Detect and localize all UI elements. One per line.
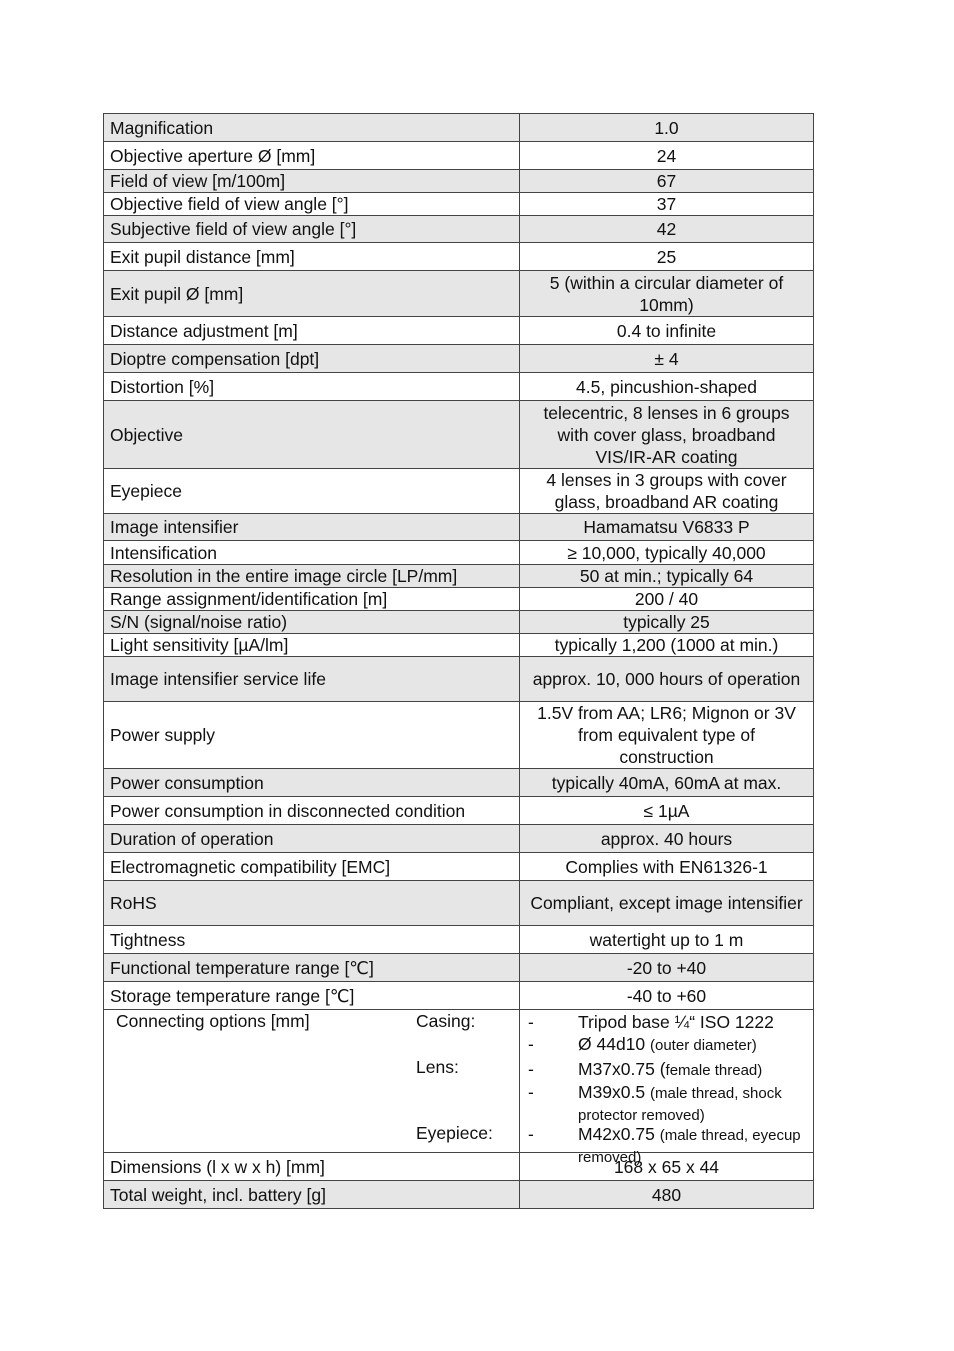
spec-label: Magnification <box>104 114 520 142</box>
spec-value: 480 <box>520 1181 814 1209</box>
spec-rows-upper <box>104 114 814 1010</box>
table-row <box>104 317 814 345</box>
table-row <box>104 142 814 170</box>
table-row <box>104 926 814 954</box>
spec-label: Functional temperature range [℃] <box>104 954 520 982</box>
spec-value: ± 4 <box>520 345 814 373</box>
spec-label: Field of view [m/100m] <box>104 170 520 193</box>
spec-value: 168 x 65 x 44 <box>520 1153 814 1181</box>
table-row <box>104 769 814 797</box>
option-lens-male-thread <box>526 1082 807 1126</box>
spec-value: approx. 40 hours <box>520 825 814 853</box>
spec-value: Compliant, except image intensifier <box>520 881 814 926</box>
spec-value: 25 <box>520 243 814 271</box>
table-row <box>104 514 814 541</box>
spec-value: typically 40mA, 60mA at max. <box>520 769 814 797</box>
table-row <box>104 588 814 611</box>
option-main: M37x0.75 ( <box>578 1059 666 1079</box>
table-row <box>104 982 814 1010</box>
spec-value: 200 / 40 <box>520 588 814 611</box>
spec-value: 37 <box>520 193 814 216</box>
spec-label: Distortion [%] <box>104 373 520 401</box>
table-row <box>104 657 814 702</box>
option-lens-female-thread <box>526 1059 807 1081</box>
option-note: (male thread, eyecup removed) <box>578 1127 801 1166</box>
spec-label: Duration of operation <box>104 825 520 853</box>
casing-label: Casing: <box>416 1011 476 1031</box>
spec-value: -40 to +60 <box>520 982 814 1010</box>
spec-value: 1.0 <box>520 114 814 142</box>
option-note: (outer diameter) <box>650 1037 757 1054</box>
connecting-options-label: Connecting options [mm] <box>116 1011 310 1031</box>
table-row <box>104 193 814 216</box>
specifications-table <box>103 113 814 1209</box>
table-row <box>104 634 814 657</box>
spec-value: -20 to +40 <box>520 954 814 982</box>
spec-label: Exit pupil distance [mm] <box>104 243 520 271</box>
spec-label: Storage temperature range [℃] <box>104 982 520 1010</box>
spec-value: 67 <box>520 170 814 193</box>
spec-label: Dimensions (l x w x h) [mm] <box>104 1153 520 1181</box>
option-note: female thread) <box>665 1062 763 1079</box>
option-eyepiece-thread <box>526 1124 807 1168</box>
connecting-options-row <box>104 1010 814 1153</box>
list-dash: - <box>528 1012 534 1032</box>
option-tripod-base <box>526 1012 807 1034</box>
list-dash: - <box>528 1082 534 1102</box>
table-row <box>104 1181 814 1209</box>
table-row <box>104 243 814 271</box>
list-dash: - <box>528 1034 534 1054</box>
table-row <box>104 702 814 769</box>
table-row <box>104 271 814 317</box>
spec-value: ≥ 10,000, typically 40,000 <box>520 541 814 565</box>
connecting-options-section <box>104 1010 814 1166</box>
spec-value: 0.4 to infinite <box>520 317 814 345</box>
spec-value: Complies with EN61326-1 <box>520 853 814 881</box>
spec-value: ≤ 1µA <box>520 797 814 825</box>
spec-value: typically 1,200 (1000 at min.) <box>520 634 814 657</box>
table-row <box>104 797 814 825</box>
spec-label: Total weight, incl. battery [g] <box>104 1181 520 1209</box>
spec-label: Objective <box>104 401 520 469</box>
option-main: Ø 44d10 <box>578 1034 650 1054</box>
list-dash: - <box>528 1059 534 1079</box>
spec-value: 42 <box>520 216 814 243</box>
spec-value: 50 at min.; typically 64 <box>520 565 814 588</box>
option-casing-diameter <box>526 1034 807 1056</box>
spec-label: RoHS <box>104 881 520 926</box>
spec-value: typically 25 <box>520 611 814 634</box>
spec-value: 24 <box>520 142 814 170</box>
spec-label: Image intensifier service life <box>104 657 520 702</box>
table-row <box>104 345 814 373</box>
table-row <box>104 954 814 982</box>
spec-value: 5 (within a circular diameter of 10mm) <box>520 271 814 317</box>
spec-label: Electromagnetic compatibility [EMC] <box>104 853 520 881</box>
table-row <box>104 611 814 634</box>
spec-label: S/N (signal/noise ratio) <box>104 611 520 634</box>
spec-label: Intensification <box>104 541 520 565</box>
spec-label: Power supply <box>104 702 520 769</box>
connecting-options-values <box>520 1010 814 1166</box>
spec-value: approx. 10, 000 hours of operation <box>520 657 814 702</box>
spec-label: Objective aperture Ø [mm] <box>104 142 520 170</box>
spec-label: Power consumption <box>104 769 520 797</box>
table-row <box>104 170 814 193</box>
spec-label: Distance adjustment [m] <box>104 317 520 345</box>
table-row <box>104 541 814 565</box>
table-row <box>104 825 814 853</box>
eyepiece-label: Eyepiece: <box>416 1123 493 1143</box>
spec-label: Image intensifier <box>104 514 520 541</box>
spec-value: Hamamatsu V6833 P <box>520 514 814 541</box>
table-row <box>104 216 814 243</box>
table-row <box>104 881 814 926</box>
lens-label: Lens: <box>416 1057 459 1077</box>
option-main: M42x0.75 <box>578 1124 660 1144</box>
spec-label: Power consumption in disconnected condition <box>104 797 520 825</box>
spec-value: telecentric, 8 lenses in 6 groups with cover glass, broadband VIS/IR-AR coating <box>520 401 814 469</box>
spec-label: Tightness <box>104 926 520 954</box>
table-row <box>104 853 814 881</box>
table-row <box>104 373 814 401</box>
spec-label: Light sensitivity [µA/lm] <box>104 634 520 657</box>
spec-value: 4 lenses in 3 groups with cover glass, broadband AR coating <box>520 469 814 514</box>
table-row <box>104 114 814 142</box>
spec-label: Dioptre compensation [dpt] <box>104 345 520 373</box>
list-dash: - <box>528 1124 534 1144</box>
connecting-options-label-cell <box>104 1010 520 1153</box>
spec-label: Subjective field of view angle [°] <box>104 216 520 243</box>
option-main: Tripod base ¼“ ISO 1222 <box>578 1012 774 1032</box>
spec-value: 4.5, pincushion-shaped <box>520 373 814 401</box>
spec-label: Exit pupil Ø [mm] <box>104 271 520 317</box>
spec-value: 1.5V from AA; LR6; Mignon or 3V from equivalent type of construction <box>520 702 814 769</box>
spec-label: Eyepiece <box>104 469 520 514</box>
spec-label: Objective field of view angle [°] <box>104 193 520 216</box>
option-main: M39x0.5 <box>578 1082 650 1102</box>
spec-label: Range assignment/identification [m] <box>104 588 520 611</box>
table-row <box>104 469 814 514</box>
table-row <box>104 565 814 588</box>
option-note: (male thread, shock protector removed) <box>578 1085 782 1124</box>
spec-label: Resolution in the entire image circle [LP/mm] <box>104 565 520 588</box>
spec-value: watertight up to 1 m <box>520 926 814 954</box>
table-row <box>104 401 814 469</box>
